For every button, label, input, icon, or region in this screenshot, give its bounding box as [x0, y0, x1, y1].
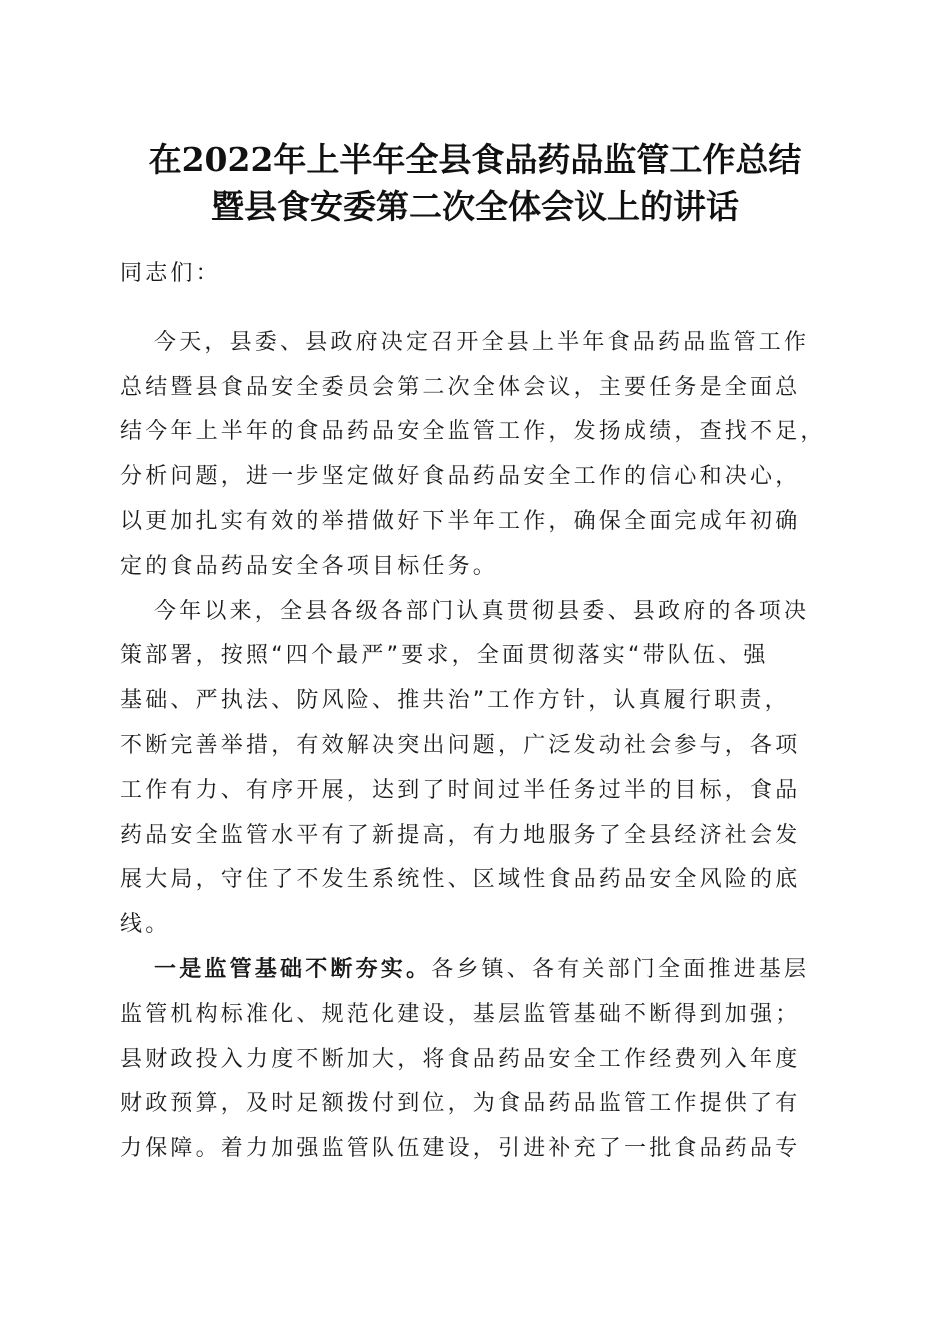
- text-line: 工作有力、有序开展，达到了时间过半任务过半的目标，食品: [120, 777, 801, 803]
- paragraph-2: [120, 590, 835, 948]
- text-line: 结今年上半年的食品药品安全监管工作，发扬成绩，查找不足，: [120, 419, 826, 445]
- paragraph-1: [120, 321, 835, 590]
- text-line: 不断完善举措，有效解决突出问题，广泛发动社会参与，各项: [120, 732, 801, 758]
- text-line: 以更加扎实有效的举措做好下半年工作，确保全面完成年初确: [120, 508, 801, 534]
- text-line: 线。: [120, 912, 171, 938]
- section-lead: 一是监管基础不断夯实。: [154, 956, 432, 982]
- text-line: 分析问题，进一步坚定做好食品药品安全工作的信心和决心，: [120, 464, 801, 490]
- text-line: 力保障。着力加强监管队伍建设，引进补充了一批食品药品专: [120, 1136, 801, 1162]
- document-title: [0, 136, 950, 230]
- text-line: 今年以来，全县各级各部门认真贯彻县委、县政府的各项决: [154, 598, 810, 624]
- text-line: 定的食品药品安全各项目标任务。: [120, 553, 499, 579]
- title-line-1: 在2022年上半年全县食品药品监管工作总结: [148, 140, 802, 179]
- text-line: 总结暨县食品安全委员会第二次全体会议，主要任务是全面总: [120, 374, 801, 400]
- paragraph-3: [120, 948, 835, 1172]
- title-line-2: 暨县食安委第二次全体会议上的讲话: [211, 187, 739, 226]
- text-line: 策部署，按照“四个最严”要求，全面贯彻落实“带队伍、强: [120, 643, 769, 669]
- text-line: 展大局，守住了不发生系统性、区域性食品药品安全风险的底: [120, 867, 801, 893]
- text-line: 今天，县委、县政府决定召开全县上半年食品药品监管工作: [154, 329, 810, 355]
- document-body: [120, 252, 835, 1172]
- text-span: 各乡镇、各有关部门全面推进基层: [431, 956, 810, 982]
- text-line: [120, 948, 835, 993]
- text-line: 药品安全监管水平有了新提高，有力地服务了全县经济社会发: [120, 822, 801, 848]
- text-line: 监管机构标准化、规范化建设，基层监管基础不断得到加强；: [120, 1001, 801, 1027]
- text-line: 财政预算，及时足额拨付到位，为食品药品监管工作提供了有: [120, 1091, 801, 1117]
- salutation: 同志们：: [120, 261, 221, 286]
- text-line: 县财政投入力度不断加大，将食品药品安全工作经费列入年度: [120, 1046, 801, 1072]
- text-line: 基础、严执法、防风险、推共治”工作方针，认真履行职责，: [120, 688, 790, 714]
